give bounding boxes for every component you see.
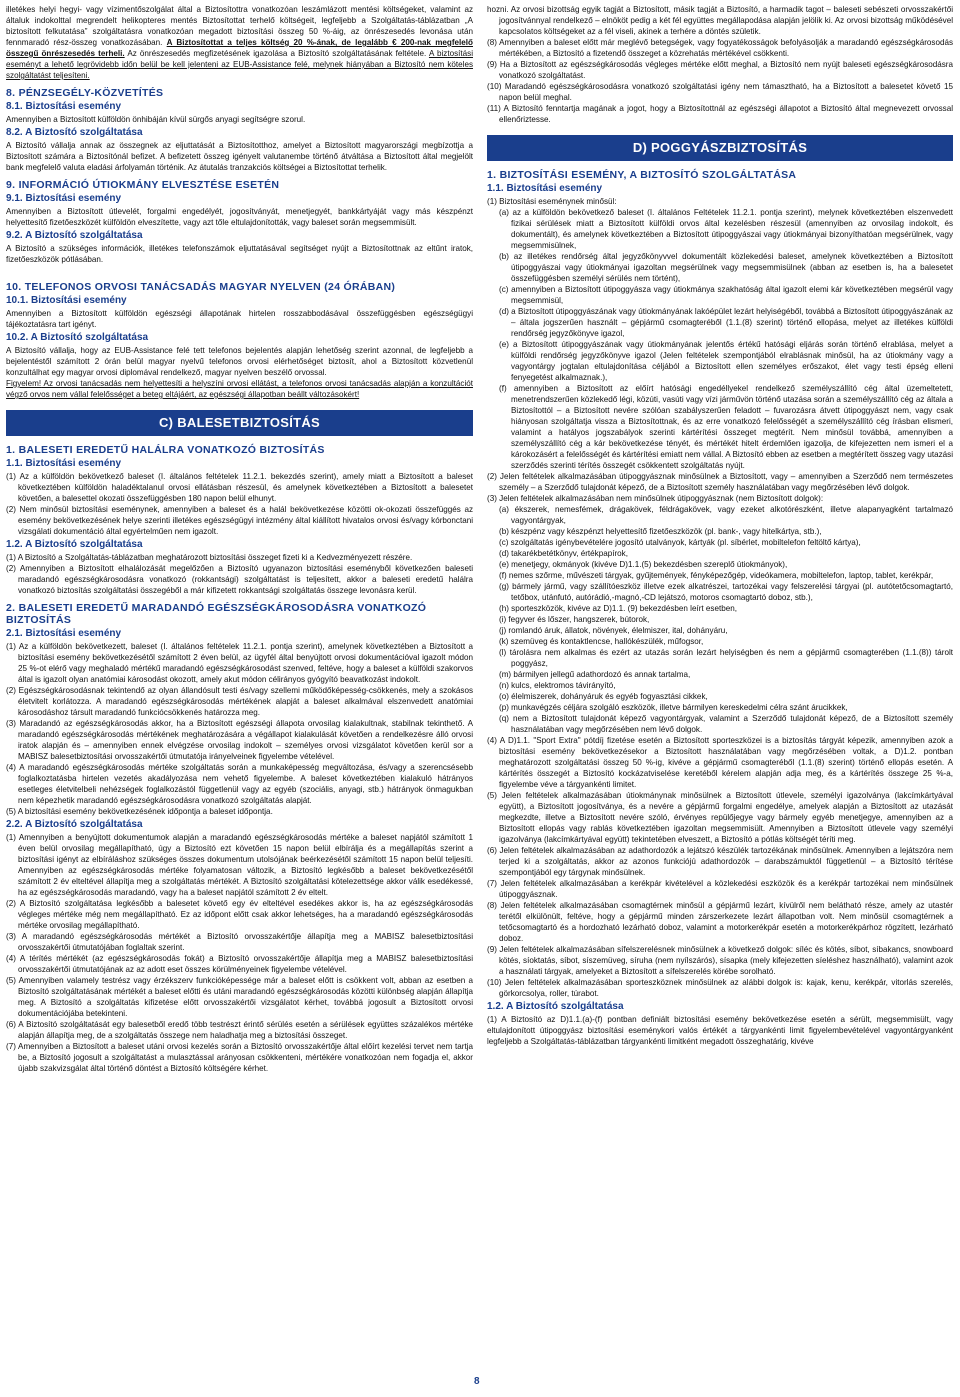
- list-item: (6) Jelen feltételek alkalmazásában az adathordozók a lejátszó készülék tartozékának minősülnek. Amennyiben a lejátszóra nem terjed ki a szolgáltatás, akkor az azonos funkciójú adathordozók – darabszámuktól függetlenül – a Biztosító térítése szempontjából egy tárgynak minősülnek.: [487, 846, 953, 877]
- list-item: (k) szemüveg és kontaktlencse, hallókészülék, műfogsor,: [499, 637, 704, 646]
- list-item: (7) Jelen feltételek alkalmazásában a kerékpár kivételével a közlekedési eszközök és a kerékpár tartozékai nem minősülnek útipoggyásznak.: [487, 879, 953, 899]
- list-item: (f) nemes szőrme, művészeti tárgyak, gyűjtemények, fényképezőgép, videókamera, mobiltelefon, laptop, tablet, kerékpár,: [499, 571, 934, 580]
- section-9-2-text: A Biztosító a szükséges információk, illetékes telefonszámok eljuttatásával segítséget nyújt a Biztosítottnak az eltűnt iratok, fizetőeszközök pótlásában.: [6, 244, 473, 264]
- section-8-title: 8. PÉNZSEGÉLY-KÖZVETÍTÉS: [6, 87, 164, 99]
- list-item: hozni. Az orvosi bizottság egyik tagját a Biztosított, másik tagját a Biztosító, a harmadik tagot – baleseti sebészeti orvosszakértői jogosítvánnyal rendelkező – elnököt pedig a két fél együttes megállapodása alapján jelölik ki. Az orvosi bizottság működésével kapcsolatos költségeket az a fél viseli, akinek a terhére a döntés születik.: [487, 5, 953, 36]
- list-item: (m) bármilyen jellegű adathordozó és annak tartalma,: [499, 670, 691, 679]
- section-d1-title: 1. BIZTOSÍTÁSI ESEMÉNY, A BIZTOSÍTÓ SZOLGÁLTATÁSA: [487, 169, 797, 181]
- list-item: (g) bármely jármű, vagy szállítóeszköz illetve ezek alkatrészei, tartozékai vagy felszerelési tárgyai (pl. autótetőcsomagtartó, tetőbox, utánfutó, autórádió,-magnó,-CD lejátszó, motoros csomagtartó doboz, stb.),: [499, 582, 953, 602]
- section-10-2-title: 10.2. A Biztosító szolgáltatása: [6, 332, 149, 343]
- list-item: (1) A Biztosító a Szolgáltatás-táblázatban meghatározott biztosítási összeget fizeti ki a Kedvezményezett részére.: [6, 553, 413, 562]
- list-item: (10) Jelen feltételek alkalmazásában sporteszköznek minősülnek az alábbi dolgok is: kajak, kenu, kerékpár, vitorlás szerelés, görkorcsolya, roller, túrabot.: [487, 978, 953, 998]
- list-item: (j) romlandó áruk, állatok, növények, élelmiszer, ital, dohányáru,: [499, 626, 728, 635]
- section-10-2-text: A Biztosító vállalja, hogy az EUB-Assistance felé tett telefonos bejelentés alapján lehetőség szerint azonnal, de legfeljebb a bejelentéstől számított 2 órán belül magyar nyelvű telefonos orvosi elérhetőséget biztosít, ahol a Biztosított közvetlenül konzultálhat egy magyar orvosi diplomával rendelkező, magyar nyelven beszélő orvossal.: [6, 346, 473, 377]
- page-number: 8: [474, 1376, 480, 1387]
- list-item: (10) Maradandó egészségkárosodásra vonatkozó szolgáltatási igény nem támasztható, ha a Biztosított a balesetet követő 15 napon belül meghal.: [487, 82, 953, 102]
- list-item: (b) készpénz vagy készpénzt helyettesítő fizetőeszközök (pl. bank-, vagy hitelkártya, stb.),: [499, 527, 822, 536]
- intro-paragraph: illetékes helyi hegyi- vagy vízimentőszolgálat által a Biztosítottra vonatkozóan leszámlázott mentési költségeket, valamint az általuk indokolttal megrendelt helikopteres mentés Biztosítottat terhelő költségeit, legfeljebb a Szolgáltatás-táblázatban „A biztosított felkutatása” szolgáltatásra vonatkozóan megadott biztosítási összeg 50 %-áig, az önrészesedés levonása után fennmaradó rész-összeg vonatkozásában. A Biztosítottat a teljes költség 20 %-ának, de legalább € 200-nak megfelelő összegű önrészesedés terheli. Az önrészesedés megfizetésének igazolása a Biztosító szolgáltatásának feltétele. A biztosítási eseményt a lehető legrövidebb időn belül be kell jelenteni az EUB-Assistance felé, melynek hiányában a Biztosító nem köteles szolgáltatást teljesíteni.: [6, 5, 473, 80]
- list-item: (2) A Biztosító szolgáltatása legkésőbb a balesetet követő egy év elteltével esedékes akkor is, ha az egészségkárosodás végleges mértéke még nem megállapítható. Ez az időpont előtt csak akkor lehetséges, ha a maradandó egészségkárosodás mértéke orvosilag megállapítható.: [6, 899, 473, 930]
- list-item: (a) az a külföldön bekövetkező baleset (I. általános Feltételek 11.2.1. pontja szerint), melynek következtében elszenvedett fizikai sérülések miatt a Biztosított külföldi orvos által kezelésben részesül (amennyiben az orvosilag indokolt, és dokumentált), és amelynek következtében a Biztosított útipoggyászai vagy útiokmányai bizonyíthatóan megsérülnek, vagy megsemmisülnek,: [499, 208, 953, 250]
- list-item: (i) fegyver és lőszer, hangszerek, bútorok,: [499, 615, 650, 624]
- list-item: (4) A D)1.1. "Sport Extra" pótdíj fizetése esetén a Biztosított sporteszközei is a biztosítás tárgyát képezik, amennyiben azok a biztosítási esemény bekövetkezésekor a Biztosított használatában vagy megőrzésében voltak, a D)1.2. pontban meghatározott szolgáltatási összeg 50 %-ig, kivéve a gépjármű csomagteréből (1.1.(8) szerint) történő ellopás esetén. A kártérítés összegét a Biztosító kockázatviselése keretéből kérelem alapján adja meg, és a kártérítés összege 25 %-a, figyelembe véve a tárgyankénti limitet.: [487, 736, 953, 789]
- section-c2-title: 2. BALESETI EREDETŰ MARADANDÓ EGÉSZSÉGKÁROSODÁSRA VONATKOZÓ BIZTOSÍTÁS: [6, 602, 427, 626]
- list-item: (l) tárolásra nem alkalmas és ezért az utazás során lezárt helyiségben és nem a gépjármű csomagterében (1.1.(8)) tárolt poggyász,: [499, 648, 953, 668]
- list-item: (d) a Biztosított útipoggyászának vagy útiokmányának lakóépület lezárt helyiségéből, továbbá a Biztosított útipoggyászának az – általa jogszerűen használt – gépjármű csomagteréből (1.1.(8) szerint) történő ellopása, melyet az illetékes külföldi rendőrség jegyzőkönyve igazol,: [499, 307, 953, 338]
- section-c-banner: C) BALESETBIZTOSÍTÁS: [6, 410, 473, 436]
- section-9-1-text: Amennyiben a Biztosított útlevelét, forgalmi engedélyét, jogosítványát, menetjegyét, bankkártyáját vagy más készpénzt helyettesítő fizetőeszközét külföldön elveszítette, vagy azt tőle eltulajdonították, vagy baleset során megsemmisült.: [6, 207, 473, 227]
- section-d1-2-title: 1.2. A Biztosító szolgáltatása: [487, 1001, 624, 1012]
- section-10-title: 10. TELEFONOS ORVOSI TANÁCSADÁS MAGYAR NYELVEN (24 ÓRÁBAN): [6, 281, 396, 293]
- list-item: (1) Amennyiben a benyújtott dokumentumok alapján a maradandó egészségkárosodás mértéke a baleset napjától számított 1 éven belül orvosilag megállapítható, úgy a Biztosító ezt követően 15 napon belül elbírálja és a megállapítás szerint a biztosítási igényt az elbíráláshoz szükséges összes dokumentum utolsójának beérkezésétől számított 15 napon belül teljesíti. Amennyiben az egészségkárosodás mértéke folyamatosan változik, a Biztosító legkésőbb a baleset bekövetkezésétől számított 2 év elteltével állapítja meg a szolgáltatás mértékét. A Biztosító szolgáltatási kötelezettsége akkor válik esedékessé, ha az egészségkárosodás maradandó, vagy ha a baleset napjától számított 2 év eltelt.: [6, 833, 473, 897]
- list-item: (a) ékszerek, nemesfémek, drágakövek, féldrágakövek, vagy ezeket alkotórészként, illetve alapanyagként tartalmazó vagyontárgyak,: [499, 505, 953, 525]
- list-item: (5) Jelen feltételek alkalmazásában útiokmánynak minősülnek a Biztosított útlevele, személyi igazolványa (lakcímkártyával együtt), a Biztosított jogosítványa, és a nevére a gépjármű forgalmi engedélye, amelyek alapján a Biztosított az utazását megkezdte, illetve a Biztosított nevére szóló, érvényes repülőjegye vagy bármely egyéb menetjegye, amennyiben az a Biztosított ellopás vagy rablás következtében igazoltan megsemmisült. Amennyiben a Biztosított útlevele vagy személyi igazolványa (lakcímkártyával együtt) tekintetében elveszett, a Biztosító a pótlás költségét téríti meg.: [487, 791, 953, 844]
- list-item: (c) amennyiben a Biztosított útipoggyásza vagy útiokmánya szakhatóság által igazolt elemi kár következtében megsérül vagy megsemmisül,: [499, 285, 953, 305]
- list-item: (3) Jelen feltételek alkalmazásában nem minősülnek útipoggyásznak (nem Biztosított dolgok):: [487, 494, 824, 503]
- list-item: (2) Nem minősül biztosítási eseménynek, amennyiben a baleset és a halál bekövetkezése közötti ok-okozati összefüggés az esemény bekövetkezésének helye szerinti illetékes egészségügyi intézmény által kiállított hivatalos orvosi és/vagy kórbonctani vizsgálati dokumentáció által egyértelműen nem igazolt.: [6, 505, 473, 536]
- list-item: (c) szolgáltatás igénybevételére jogosító utalványok, kártyák (pl. síbérlet, mobiltelefon feltöltő kártya),: [499, 538, 861, 547]
- list-item: (n) kulcs, elektromos távirányító,: [499, 681, 616, 690]
- list-item: (e) menetjegy, okmányok (kivéve D)1.1.(5) bekezdésben szereplő útiokmányok),: [499, 560, 788, 569]
- list-item: (3) Maradandó az egészségkárosodás akkor, ha a Biztosított egészségi állapota orvosilag kialakultnak, stabilnak tekinthető. A maradandó egészségkárosodás mértékének meghatározására a végállapot kialakulását követően a rendelkezésre álló orvosi iratok alapján és – amennyiben ennek elvégzése orvosilag indokolt – személyes orvosi vizsgálatot követően kerül sor a MABISZ balesetbiztosítási orvosszakértői útmutatója irányelveinek figyelembe vételével.: [6, 719, 473, 761]
- section-c1-2-title: 1.2. A Biztosító szolgáltatása: [6, 539, 143, 550]
- section-d1-2-text: (1) A Biztosító az D)1.1.(a)-(f) pontban definiált biztosítási esemény bekövetkezése esetén a sérült, megsemmisült, vagy eltulajdonított útipoggyász biztosítási eseménykori valós értékét a tárgyankénti limit figyelembevételével vagyontárgyanként legfeljebb a Szolgáltatás-táblázatban tárgyankénti limitként megadott összeghatárig, kivéve: [487, 1015, 953, 1046]
- list-item: (8) Amennyiben a baleset előtt már meglévő betegségek, vagy fogyatékosságok befolyásolják a maradandó egészségkárosodás mértékében, a Biztosító a fizetendő összeget a közrehatás mértékével csökkenti.: [487, 38, 953, 58]
- list-item: (3) A maradandó egészségkárosodás mértékét a Biztosító orvosszakértője állapítja meg a MABISZ balesetbiztosítási orvosszakértői útmutatójában foglaltak szerint.: [6, 932, 473, 952]
- list-item: (8) Jelen feltételek alkalmazásában csomagtérnek minősül a gépjármű lezárt, kívülről nem belátható része, amely az utastér terétől elkülönült, feltéve, hogy a gépjármű minden zárszerkezete lezárt állapotban volt. Nem minősül csomagtérnek a tetőcsomagtartó és a hordozható lezárható doboz, valamint a motorkerékpár esetén a motorkerékpárhoz rögzített, lezárható doboz.: [487, 901, 953, 943]
- section-d1-1-lead: (1) Biztosítási eseménynek minősül:: [487, 197, 617, 206]
- list-item: (q) nem a Biztosított tulajdonát képező vagyontárgyak, valamint a Szerződő tulajdonát képező, de a Biztosított személy használatában vagy megőrzésében nem lévő dolgok.: [499, 714, 953, 734]
- section-9-1-title: 9.1. Biztosítási esemény: [6, 193, 122, 204]
- list-item: (2) Egészségkárosodásnak tekintendő az olyan állandósult testi és/vagy szellemi működőképesség-csökkenés, mely a szokásos életvitelt korlátozza. A maradandó egészségkárosodás mértékének alapját a baleset alkalmával elszenvedett anatómiai károsodáshoz társult maradandó funkciócsökkenés határozza meg.: [6, 686, 473, 717]
- section-c2-2-title: 2.2. A Biztosító szolgáltatása: [6, 819, 143, 830]
- list-item: (4) A maradandó egészségkárosodás mértéke szolgáltatás során a munkaképesség megváltozása, és/vagy a szerencsésebb foglalkoztatásba hirtelen vezetés akadályozása nem vehető figyelembe. A baleset következtében kialakuló hátrányos esetleges életvitelbeli nehézségek foglalkozástól függetlenül vagy az egyéb (szociális, anyagi, stb.) hátrányok önmagukban nem képezhetik maradandó egészségkárosodásra vonatkozó szolgáltatás alapját.: [6, 763, 473, 805]
- section-8-1-text: Amennyiben a Biztosított külföldön önhibáján kívül sürgős anyagi segítségre szorul.: [6, 115, 306, 124]
- list-item: (5) Amennyiben valamely testrész vagy érzékszerv funkcióképessége már a baleset előtt is csökkent volt, abban az esetben a Biztosító szolgáltatásának mértékét a baleset előtti és utáni maradandó egészségkárosodás közötti különbség alapján állapítja meg. A Biztosító a szolgáltatás kifizetése előtt orvosszakértői vizsgálatot kérhet, továbbá jogosult a Biztosított orvosi dokumentációjába betekinteni.: [6, 976, 473, 1018]
- list-item: (h) sporteszközök, kivéve az D)1.1. (9) bekezdésben leírt esetben,: [499, 604, 737, 613]
- section-10-2-warning: Figyelem! Az orvosi tanácsadás nem helyettesíti a helyszíni orvosi ellátást, a telefonos orvosi tanácsadás alapján a konzultációt végző orvos nem vállal felelősséget a beteg eltájáért, az egészségi állapotban beállt változásokért!: [6, 379, 473, 399]
- list-item: (d) takarékbetétkönyv, értékpapírok,: [499, 549, 628, 558]
- section-10-1-title: 10.1. Biztosítási esemény: [6, 295, 127, 306]
- section-8-2-text: A Biztosító vállalja annak az összegnek az eljuttatását a Biztosítotthoz, amelyet a Biztosított magyarországi megbízottja a Biztosított számára a Biztosítónál befizet. A befizetett összeg igényelt valutanembe történő átváltása a Biztosított által megjelölt bank megfelelő valuta eladási árfolyamán történik. Az átutalás tranzakciós költségei a Biztosítottat terhelik.: [6, 141, 473, 172]
- section-9-2-title: 9.2. A Biztosító szolgáltatása: [6, 230, 143, 241]
- section-c1-1-title: 1.1. Biztosítási esemény: [6, 458, 122, 469]
- section-c2-1-title: 2.1. Biztosítási esemény: [6, 628, 122, 639]
- list-item: (9) Jelen feltételek alkalmazásában sífelszerelésnek minősülnek a következő dolgok: síléc és kötés, síbot, síbakancs, snowboard kötés, síoktatás, síbot, síszemüveg, síruha (nem nyílszárós), sísapka (mely kifejezetten síeléshez használható), valamint azok a használati tárgyak, amelyeket a Biztosított a sífelszerelés körébe sorolható.: [487, 945, 953, 976]
- section-d1-1-title: 1.1. Biztosítási esemény: [487, 183, 603, 194]
- section-d-banner: D) POGGYÁSZBIZTOSÍTÁS: [487, 135, 953, 161]
- right-column: [487, 4, 953, 1047]
- list-item: (1) Az a külföldön bekövetkező baleset (I. általános feltételek 11.2.1. bekezdés szerint), amely miatt a Biztosított a baleset következtében külföldön haladéktalanul orvosi ellátásban részesül, és amelynek következtében a Biztosított a balesetet követően, a balesettel okozati összefüggésben 180 napon belül elhunyt.: [6, 472, 473, 503]
- section-c1-title: 1. BALESETI EREDETŰ HALÁLRA VONATKOZÓ BIZTOSÍTÁS: [6, 444, 325, 456]
- section-8-1-title: 8.1. Biztosítási esemény: [6, 101, 122, 112]
- section-8-2-title: 8.2. A Biztosító szolgáltatása: [6, 127, 143, 138]
- list-item: (e) a Biztosított útipoggyászának vagy útiokmányának jelentős értékű hatósági eljárás során történő elrablása, melyet a külföldi rendőrség jegyzőkönyve igazol (Jelen feltételek szempontjából elrablásnak minősül, ha az útiokmány vagy a vagyontárgy jogtalan eltulajdonítása céljából a Biztosított ellen személyes erőszakot, élet vagy testi épség elleni fenyegetést alkalmaznak.),: [499, 340, 953, 382]
- list-item: (4) A térítés mértékét (az egészségkárosodás fokát) a Biztosító orvosszakértője állapítja meg a MABISZ balesetbiztosítási orvosszakértői útmutatójának az az adott eset összes körülményeinek figyelembe vételével.: [6, 954, 473, 974]
- list-item: (2) Jelen feltételek alkalmazásában útipoggyásznak minősülnek a Biztosított, vagy – amennyiben a Szerződő nem természetes személy – a Szerződő tulajdonát képező, de a Biztosított személy használatában vagy megőrzésében lévő dolgok.: [487, 472, 953, 492]
- list-item: (6) A Biztosító szolgáltatását egy balesetből eredő több testrészt érintő sérülés esetén a sérülések együttes százalékos mértéke alapján állapítja meg, de a szolgáltatás összege nem haladhatja meg a biztosítási összeget.: [6, 1020, 473, 1040]
- list-item: (1) Az a külföldön bekövetkezett, baleset (I. általános feltételek 11.2.1. pontja szerint), amelynek következtében a Biztosított a biztosítási esemény bekövetkezésétől számított 2 éven belül, az ügyfél által benyújtott orvosi dokumentációval igazolt módon 25 %-ot elérő vagy meghaladó mértékű maradandó egészségkárosodást szenved, feltéve, hogy a baleset a külföldi szakorvos által is igazolt olyan anatómiai károsodást okozott, amely akut módon célirányos gyógyító beavatkozást indokolt.: [6, 642, 473, 684]
- section-9-title: 9. INFORMÁCIÓ ÚTIOKMÁNY ELVESZTÉSE ESETÉN: [6, 179, 280, 191]
- list-item: (f) amennyiben a Biztosított az előírt hatósági engedéllyekel rendelkező személyszállító cég által üzemeltetett, menetrendszerűen közlekedő légi, közúti, vasúti vagy vízi járművön történő utazása során a személyszállító cég az általa a Biztosítottól – a Biztosított nevére szólóan szabályszerűen feladott – fuvarozásra átvett útipoggyászt nem, vagy csak hiányosan szolgáltatja vissza a Biztosítottnak, és az erre vonatkozó felelősségét a személyszállító cég írásban elismeri, valamint a hatályos jogszabályok szerinti kártérítési összeget megtérít. Nem minősül továbbá, amennyiben a személyszállító cég a kár bekövetkezése tényét, és mértékét hitelt érdemlően igazolja, de kifejezetten nem ismeri el a károkozásért a felelősségét és kártérítési emiatt nem vállal. A Biztosító ebben az esetben a megtérített összeg vagy utazási szerződés szerinti térítés összegét csökkentett szolgáltatás nyújt.: [499, 384, 953, 470]
- list-item: (7) Amennyiben a Biztosított a baleset utáni orvosi kezelés során a Biztosító orvosszakértője által előírt kezelési tervet nem tartja be, a Biztosító jogosult a szolgáltatást a mulasztással arányosan csökkenteni, mértékére vonatkozóan nem fogadja el, akkor újabb szakvizsgálat által történő döntést a Biztosító költségére kérhet.: [6, 1042, 473, 1073]
- left-column: [6, 4, 473, 1074]
- list-item: (9) Ha a Biztosított az egészségkárosodás végleges mértéke előtt meghal, a Biztosító nem nyújt baleseti egészségkárosodásra vonatkozó szolgáltatást.: [487, 60, 953, 80]
- list-item: (p) munkavégzés céljára szolgáló eszközök, illetve bármilyen kereskedelmi célra szánt árucikkek,: [499, 703, 848, 712]
- list-item: (2) Amennyiben a Biztosított elhalálozását megelőzően a Biztosító ugyanazon biztosítási eseményből következően baleseti maradandó egészségkárosodásra vonatkozó (rokkantsági) szolgáltatást is teljesített, akkor a baleseti eredetű halálra vonatkozó biztosítás szolgáltatási összegéből a már kifizetett rokkantsági szolgáltatás összege levonásra kerül.: [6, 564, 473, 595]
- section-10-1-text: Amennyiben a Biztosított külföldön egészségi állapotának hirtelen rosszabbodásával összefüggésben egészségügyi tájékoztatásra tart igényt.: [6, 309, 473, 329]
- list-item: (11) A Biztosító fenntartja magának a jogot, hogy a Biztosítottnál az egészségi állapotot a Biztosító által megnevezett orvossal ellenőriztesse.: [487, 104, 953, 124]
- list-item: (o) élelmiszerek, dohányáruk és egyéb fogyasztási cikkek,: [499, 692, 708, 701]
- list-item: (5) A biztosítási esemény bekövetkezésének időpontja a baleset időpontja.: [6, 807, 273, 816]
- list-item: (b) az illetékes rendőrség által jegyzőkönyvvel dokumentált közlekedési baleset, amelynek következtében a Biztosított útipoggyászai vagy útiokmányai igazoltan megsérülnek vagy megsemmisülnek (abban az esetben is, ha a balesetet összefüggésben személyi sérülés nem történt),: [499, 252, 953, 283]
